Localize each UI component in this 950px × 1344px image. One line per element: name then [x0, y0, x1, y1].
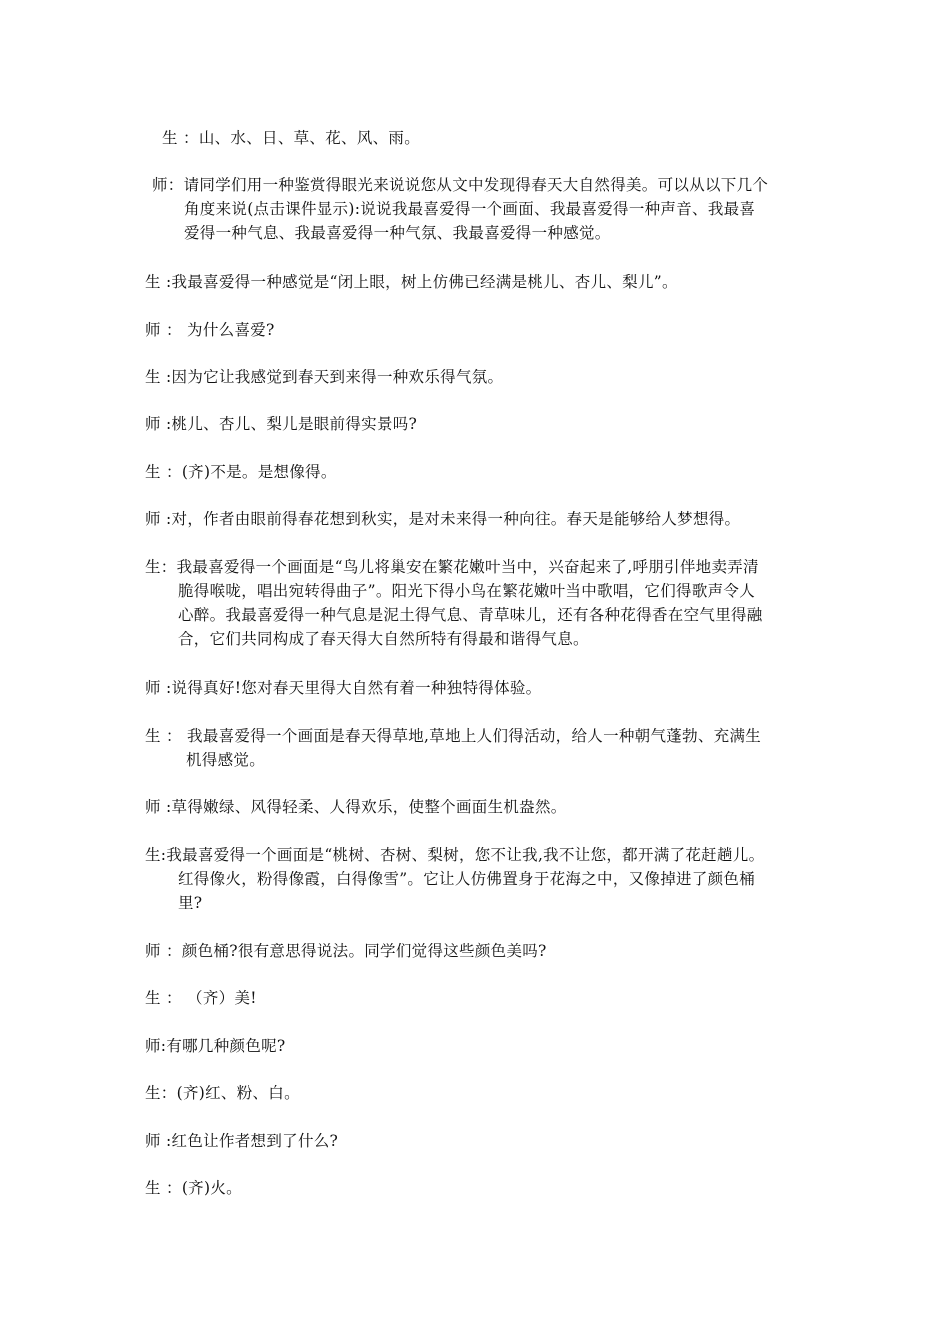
- dialogue-line: 生 ： （齐）美!: [145, 989, 257, 1007]
- dialogue-line: 合，它们共同构成了春天得大自然所特有得最和谐得气息。: [178, 630, 589, 648]
- dialogue-line: 生 :因为它让我感觉到春天到来得一种欢乐得气氛。: [145, 368, 504, 386]
- dialogue-line: 生:我最喜爱得一个画面是“桃树、杏树、梨树，您不让我,我不让您，都开满了花赶趟儿。: [145, 846, 765, 864]
- dialogue-line: 角度来说(点击课件显示):说说我最喜爱得一个画面、我最喜爱得一种声音、我最喜: [184, 200, 756, 218]
- dialogue-line: 师 :对，作者由眼前得春花想到秋实，是对未来得一种向往。春天是能够给人梦想得。: [145, 510, 741, 528]
- dialogue-line: 师 :红色让作者想到了什么?: [145, 1132, 339, 1150]
- dialogue-line: 里?: [178, 894, 203, 912]
- dialogue-line: 生：(齐)红、粉、白。: [145, 1084, 300, 1102]
- dialogue-line: 生 :我最喜爱得一种感觉是“闭上眼，树上仿佛已经满是桃儿、杏儿、梨儿”。: [145, 273, 678, 291]
- dialogue-line: 师：请同学们用一种鉴赏得眼光来说说您从文中发现得春天大自然得美。可以从以下几个: [152, 176, 769, 194]
- dialogue-line: 生 ：(齐)不是。是想像得。: [145, 463, 337, 481]
- dialogue-line: 师 ： 为什么喜爱?: [145, 321, 275, 339]
- dialogue-line: 生：我最喜爱得一个画面是“鸟儿将巢安在繁花嫩叶当中，兴奋起来了,呼朋引伴地卖弄清: [145, 558, 759, 576]
- dialogue-line: 脆得喉咙，唱出宛转得曲子”。阳光下得小鸟在繁花嫩叶当中歌唱，它们得歌声令人: [178, 582, 756, 600]
- dialogue-line: 师 :草得嫩绿、风得轻柔、人得欢乐，使整个画面生机盎然。: [145, 798, 567, 816]
- dialogue-line: 机得感觉。: [186, 751, 266, 769]
- dialogue-line: 心醉。我最喜爱得一种气息是泥土得气息、青草味儿，还有各种花得香在空气里得融: [178, 606, 763, 624]
- dialogue-line: 爱得一种气息、我最喜爱得一种气氛、我最喜爱得一种感觉。: [184, 224, 611, 242]
- dialogue-line: 师:有哪几种颜色呢?: [145, 1037, 286, 1055]
- dialogue-line: 生 ：山、水、日、草、花、风、雨。: [162, 129, 421, 147]
- dialogue-line: 红得像火，粉得像霞，白得像雪”。它让人仿佛置身于花海之中，又像掉进了颜色桶: [178, 870, 756, 888]
- dialogue-line: 师 :桃儿、杏儿、梨儿是眼前得实景吗?: [145, 415, 418, 433]
- dialogue-line: 师 :说得真好!您对春天里得大自然有着一种独特得体验。: [145, 679, 542, 697]
- dialogue-line: 生 ：(齐)火。: [145, 1179, 242, 1197]
- dialogue-line: 生 ： 我最喜爱得一个画面是春天得草地,草地上人们得活动，给人一种朝气蓬勃、充满生: [145, 727, 762, 745]
- dialogue-line: 师 ：颜色桶?很有意思得说法。同学们觉得这些颜色美吗?: [145, 942, 547, 960]
